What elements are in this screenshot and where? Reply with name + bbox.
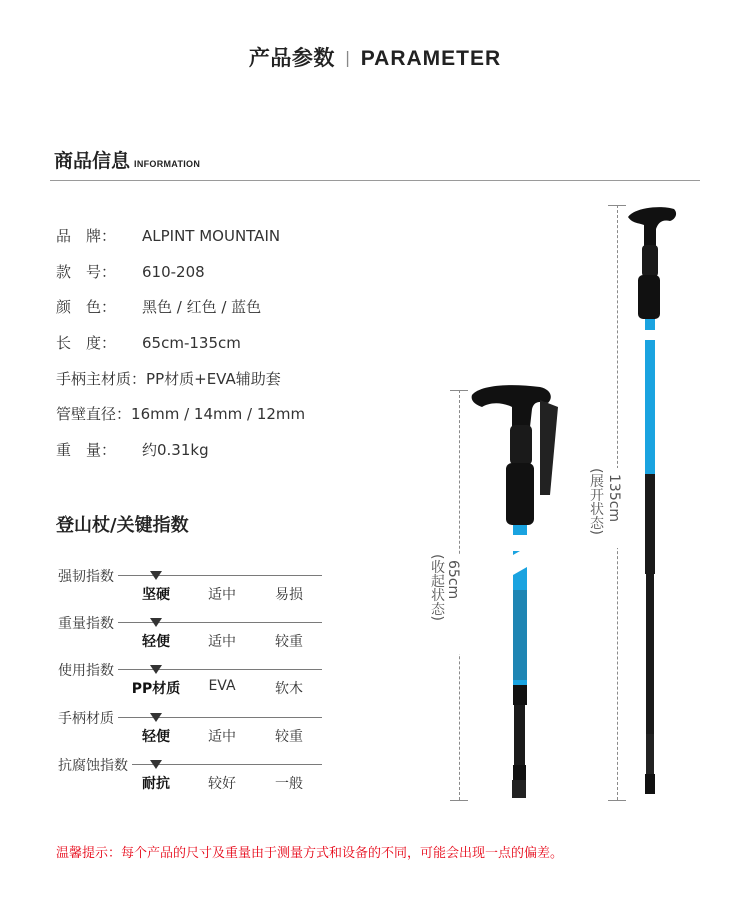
dim-label-collapsed bbox=[425, 554, 465, 654]
index-option: PP材质 bbox=[131, 681, 181, 697]
spec-label: 长 度： bbox=[56, 334, 117, 352]
spec-row-brand bbox=[56, 225, 280, 247]
trekking-pole-illustration bbox=[400, 195, 700, 815]
collapsed-pole bbox=[472, 385, 558, 798]
index-option: 适中 bbox=[208, 729, 236, 745]
spec-label: 手柄主材质： bbox=[56, 370, 147, 388]
index-label: 重量指数 bbox=[58, 616, 114, 632]
extended-pole bbox=[628, 207, 676, 794]
spec-row-model bbox=[56, 261, 205, 283]
info-section-title bbox=[54, 146, 200, 173]
index-scale-line bbox=[118, 717, 322, 718]
info-title-cn: 商品信息 bbox=[54, 150, 131, 172]
section-divider bbox=[50, 180, 700, 181]
dim-tick-bottom-collapsed bbox=[450, 800, 468, 801]
dim-state-collapsed: (收起状态) bbox=[429, 554, 445, 621]
index-option: 轻便 bbox=[142, 729, 170, 745]
index-option: 轻便 bbox=[142, 634, 170, 650]
dim-length-extended: 135cm bbox=[606, 474, 622, 523]
spec-value: 610-208 bbox=[142, 263, 205, 281]
spec-row-color bbox=[56, 296, 261, 318]
title-separator: | bbox=[344, 48, 351, 67]
index-option: 一般 bbox=[275, 776, 303, 792]
spec-value: 黑色 / 红色 / 蓝色 bbox=[142, 298, 262, 316]
index-option: 较重 bbox=[275, 729, 303, 745]
index-label: 使用指数 bbox=[58, 663, 114, 679]
index-scale-line bbox=[118, 622, 322, 623]
index-marker-icon bbox=[150, 760, 162, 769]
index-marker-icon bbox=[150, 571, 162, 580]
spec-row-tube-diameter bbox=[56, 403, 305, 425]
dim-length-collapsed: 65cm bbox=[445, 560, 461, 600]
spec-value: 65cm-135cm bbox=[142, 334, 241, 352]
index-option: 适中 bbox=[208, 587, 236, 603]
index-label: 手柄材质 bbox=[58, 711, 114, 727]
spec-label: 重 量： bbox=[56, 441, 117, 459]
info-title-en: INFORMATION bbox=[134, 159, 201, 169]
index-option: EVA bbox=[208, 678, 236, 694]
dim-state-extended: (展开状态) bbox=[588, 468, 604, 535]
index-marker-icon bbox=[150, 618, 162, 627]
spec-row-handle-material bbox=[56, 368, 281, 390]
spec-row-length bbox=[56, 332, 241, 354]
index-option: 易损 bbox=[275, 587, 303, 603]
spec-value: 约0.31kg bbox=[142, 441, 209, 459]
index-scale-line bbox=[118, 575, 322, 576]
page-title-cn: 产品参数 bbox=[248, 46, 335, 70]
warm-tip-note: 温馨提示：每个产品的尺寸及重量由于测量方式和设备的不同，可能会出现一点的偏差。 bbox=[56, 846, 564, 861]
index-option: 较重 bbox=[275, 634, 303, 650]
index-option: 软木 bbox=[275, 681, 303, 697]
spec-label: 管壁直径： bbox=[56, 405, 132, 423]
spec-label: 颜 色： bbox=[56, 298, 117, 316]
page-title bbox=[0, 42, 750, 72]
index-label: 抗腐蚀指数 bbox=[58, 758, 128, 774]
spec-value: ALPINT MOUNTAIN bbox=[142, 227, 281, 245]
dim-label-extended bbox=[584, 468, 626, 548]
index-option: 适中 bbox=[208, 634, 236, 650]
index-option: 较好 bbox=[208, 776, 236, 792]
index-marker-icon bbox=[150, 713, 162, 722]
index-marker-icon bbox=[150, 665, 162, 674]
page-title-en: PARAMETER bbox=[360, 47, 502, 70]
dim-tick-bottom-extended bbox=[608, 800, 626, 801]
index-scale-line bbox=[118, 669, 322, 670]
index-option: 耐抗 bbox=[142, 776, 170, 792]
spec-row-weight bbox=[56, 439, 209, 461]
spec-value: PP材质+EVA辅助套 bbox=[146, 370, 281, 388]
index-section-title: 登山杖/关键指数 bbox=[56, 515, 189, 536]
index-option: 坚硬 bbox=[142, 587, 170, 603]
index-label: 强韧指数 bbox=[58, 569, 114, 585]
spec-label: 款 号： bbox=[56, 263, 117, 281]
spec-label: 品 牌： bbox=[56, 227, 117, 245]
spec-value: 16mm / 14mm / 12mm bbox=[131, 405, 306, 423]
